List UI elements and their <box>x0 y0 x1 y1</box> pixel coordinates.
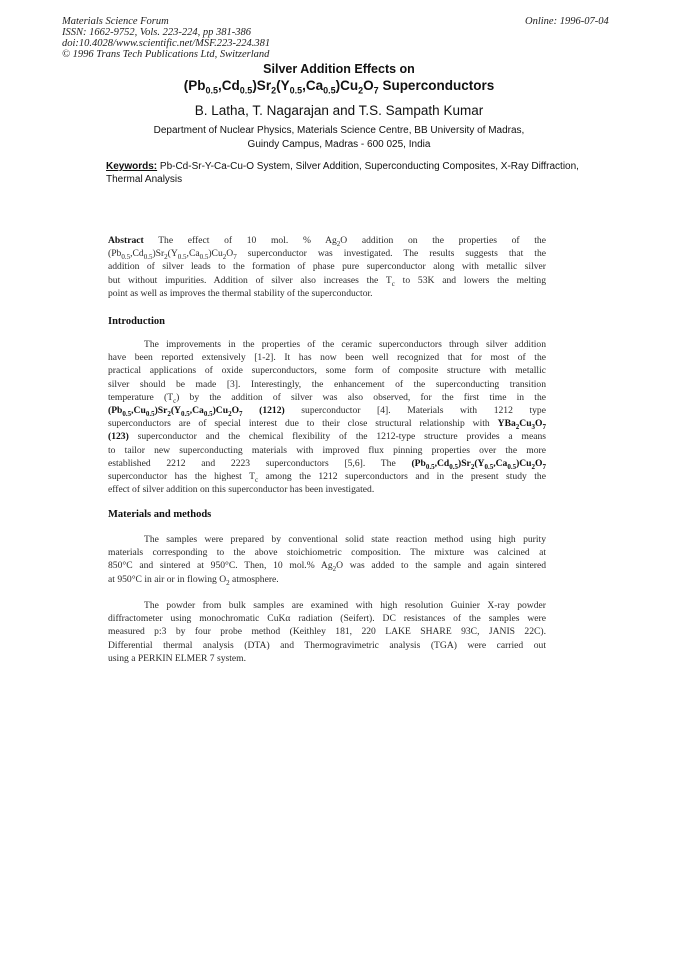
online-date: Online: 1996-07-04 <box>525 16 609 27</box>
materials-line: 850°C and sintered at 950°C. Then, 10 mol.% $Ag_2O$ was added to the sample and again sintered <box>108 560 547 574</box>
doi-line: doi:10.4028/www.scientific.net/MSF.223-224.381 <box>62 38 271 49</box>
abstract <box>108 234 546 300</box>
journal-name: Materials Science Forum <box>62 16 169 27</box>
section-heading-introduction: Introduction <box>108 316 165 327</box>
abstract-line: Abstract The effect of 10 mol. % $Ag_2O$ addition on the properties of the <box>108 235 546 248</box>
abstract-line: addition of silver leads to the formation of phase pure superconductor along with metallic silver <box>108 261 546 273</box>
intro-line: superconductor has the highest $T_c$ among the 1212 superconductors and in the present study the <box>108 471 546 484</box>
intro-line: temperature $(T_c)$ by the addition of silver was also observed, for the first time in the <box>108 391 547 405</box>
materials-line: The powder from bulk samples are examined with high resolution Guinier X-ray powder <box>144 600 546 611</box>
abstract-line: point as well as improves the thermal stability of the superconductor. <box>108 287 373 299</box>
keywords-text: Pb-Cd-Sr-Y-Ca-Cu-O System, Silver Addition, Superconducting Composites, X-Ray Diffraction, Thermal Analysis <box>106 161 579 185</box>
materials-line: The samples were prepared by conventional solid state reaction method using high purity <box>144 534 546 545</box>
intro-line: established 2212 and 2223 superconductors [5,6]. The $(Pb_{0.5},Cd_{0.5})Sr_2(Y_{0.5},Ca_{0.5})Cu_2O_7$ <box>108 457 546 471</box>
citation-header <box>62 16 270 60</box>
affiliation <box>0 124 678 152</box>
intro-line: effect of silver addition on this superconductor has been investigated. <box>108 484 375 496</box>
intro-line: superconductors are of special interest due to their close structural relationship with $YBa_2Cu_3O_7$ <box>108 418 546 432</box>
materials-line: Differential thermal analysis (DTA) and Thermogravimetric analysis (TGA) were carried out <box>108 639 546 651</box>
materials-paragraph-2 <box>108 599 546 665</box>
intro-line: to tailor new superconducting materials with improved flux pinning properties over the more <box>108 444 546 456</box>
keywords-label: Keywords: <box>106 161 158 172</box>
intro-line: silver should be made [3]. Interestingly, the enhancement of the superconducting transition <box>108 378 546 390</box>
intro-line: practical applications of oxide superconductors, some form of composite structure with metallic <box>108 365 546 377</box>
copyright-line: © 1996 Trans Tech Publications Ltd, Switzerland <box>62 49 270 60</box>
section-heading-materials: Materials and methods <box>108 509 212 520</box>
title-line-1: Silver Addition Effects on <box>263 62 415 76</box>
abstract-label: Abstract <box>108 235 144 246</box>
intro-line: have been reported extensively [1-2]. It has now been well recognized that for most of the <box>108 352 546 364</box>
materials-paragraph-1 <box>108 533 546 586</box>
author-list: B. Latha, T. Nagarajan and T.S. Sampath Kumar <box>194 103 484 118</box>
affiliation-line-2: Guindy Campus, Madras - 600 025, India <box>247 139 431 150</box>
affiliation-line-1: Department of Nuclear Physics, Materials Science Centre, BB University of Madras, <box>153 125 525 136</box>
materials-line: using a PERKIN ELMER 7 system. <box>108 652 247 664</box>
materials-line: materials corresponding to the above stoichiometric composition. The mixture was calcined at <box>108 547 546 559</box>
introduction-body <box>108 338 546 496</box>
keywords <box>106 160 586 186</box>
title-line-2: $(Pb_{0.5},Cd_{0.5})Sr_2(Y_{0.5},Ca_{0.5})Cu_2O_7$ Superconductors <box>183 78 495 96</box>
intro-line: The improvements in the properties of the ceramic superconductors through silver addition <box>144 339 546 350</box>
issn-line: ISSN: 1662-9752, Vols. 223-224, pp 381-386 <box>62 27 251 38</box>
abstract-line: $(Pb_{0.5},Cd_{0.5})Sr_2(Y_{0.5},Ca_{0.5})Cu_2O_7$ superconductor was investigated. The results suggests that the <box>108 248 546 262</box>
materials-line: at 950°C in air or in flowing $O_2$ atmosphere. <box>108 573 279 587</box>
materials-line: diffractometer using monochromatic CuKα radiation (Seifert). DC resistances of the samples were <box>108 613 546 625</box>
abstract-line: but without impurities. Addition of silver also increases the $T_c$ to 53K and lowers the melting <box>108 274 546 288</box>
intro-line: $(Pb_{0.5},Cu_{0.5})Sr_2(Y_{0.5},Ca_{0.5})Cu_2O_7$ (1212) superconductor [4]. Materials with 1212 type <box>108 405 546 418</box>
materials-line: measured p:3 by four probe method (Keithley 181, 220 LAKE SHARE 93C, JANIS 22C). <box>108 626 546 638</box>
intro-line: (123) superconductor and the chemical flexibility of the 1212-type structure provides a means <box>108 431 546 443</box>
